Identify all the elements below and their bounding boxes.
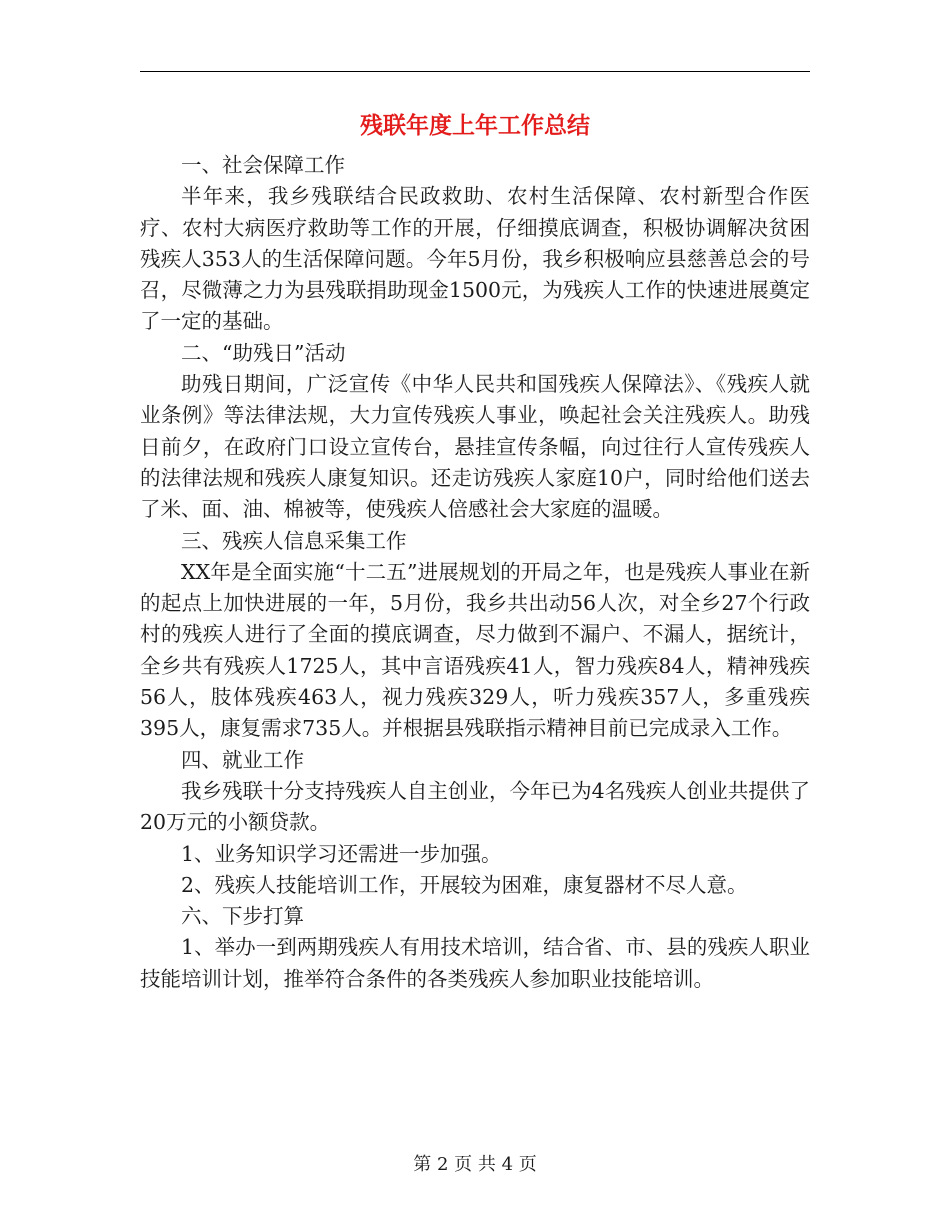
paragraph-employment: 我乡残联十分支持残疾人自主创业，今年已为4名残疾人创业共提供了20万元的小额贷款。 (140, 778, 810, 835)
section-heading-info-collection: 三、残疾人信息采集工作 (181, 528, 407, 553)
document-body (140, 150, 810, 995)
section-heading-social-security: 一、社会保障工作 (181, 153, 345, 177)
paragraph-social-security: 半年来，我乡残联结合民政救助、农村生活保障、农村新型合作医疗、农村大病医疗救助等工作的开展，仔细摸底调查，积极协调解决贫困残疾人353人的生活保障问题。今年5月份，我乡积极响应县慈善总会的号召，尽微薄之力为县残联捐助现金1500元，为残疾人工作的快速进展奠定了一定的基础。 (140, 184, 810, 334)
section-heading-employment: 四、就业工作 (181, 747, 304, 772)
list-item-study: 1、业务知识学习还需进一步加强。 (181, 841, 502, 866)
document-title: 残联年度上年工作总结 (360, 112, 590, 139)
paragraph-next-steps: 1、举办一到两期残疾人有用技术培训，结合省、市、县的残疾人职业技能培训计划，推举符合条件的各类残疾人参加职业技能培训。 (140, 935, 810, 991)
page-number: 第 2 页 共 4 页 (413, 1154, 537, 1175)
paragraph-info-collection: XX年是全面实施“十二五”进展规划的开局之年，也是残疾人事业在新的起点上加快进展的一年，5月份，我乡共出动56人次，对全乡27个行政村的残疾人进行了全面的摸底调查，尽力做到不漏户、不漏人，据统计，全乡共有残疾人1725人，其中言语残疾41人，智力残疾84人，精神残疾56人，肢体残疾463人，视力残疾329人，听力残疾357人，多重残疾395人，康复需求735人。并根据县残联指示精神目前已完成录入工作。 (140, 559, 810, 741)
section-heading-disability-day: 二、“助残日”活动 (181, 340, 346, 365)
section-heading-next-steps: 六、下步打算 (181, 904, 304, 929)
paragraph-disability-day: 助残日期间，广泛宣传《中华人民共和国残疾人保障法》、《残疾人就业条例》等法律法规，大力宣传残疾人事业，唤起社会关注残疾人。助残日前夕，在政府门口设立宣传台，悬挂宣传条幅，向过往行人宣传残疾人的法律法规和残疾人康复知识。还走访残疾人家庭10户，同时给他们送去了米、面、油、棉被等，使残疾人倍感社会大家庭的温暖。 (140, 372, 810, 522)
header-rule (140, 71, 810, 72)
list-item-training: 2、残疾人技能培训工作，开展较为困难，康复器材不尽人意。 (181, 872, 748, 897)
